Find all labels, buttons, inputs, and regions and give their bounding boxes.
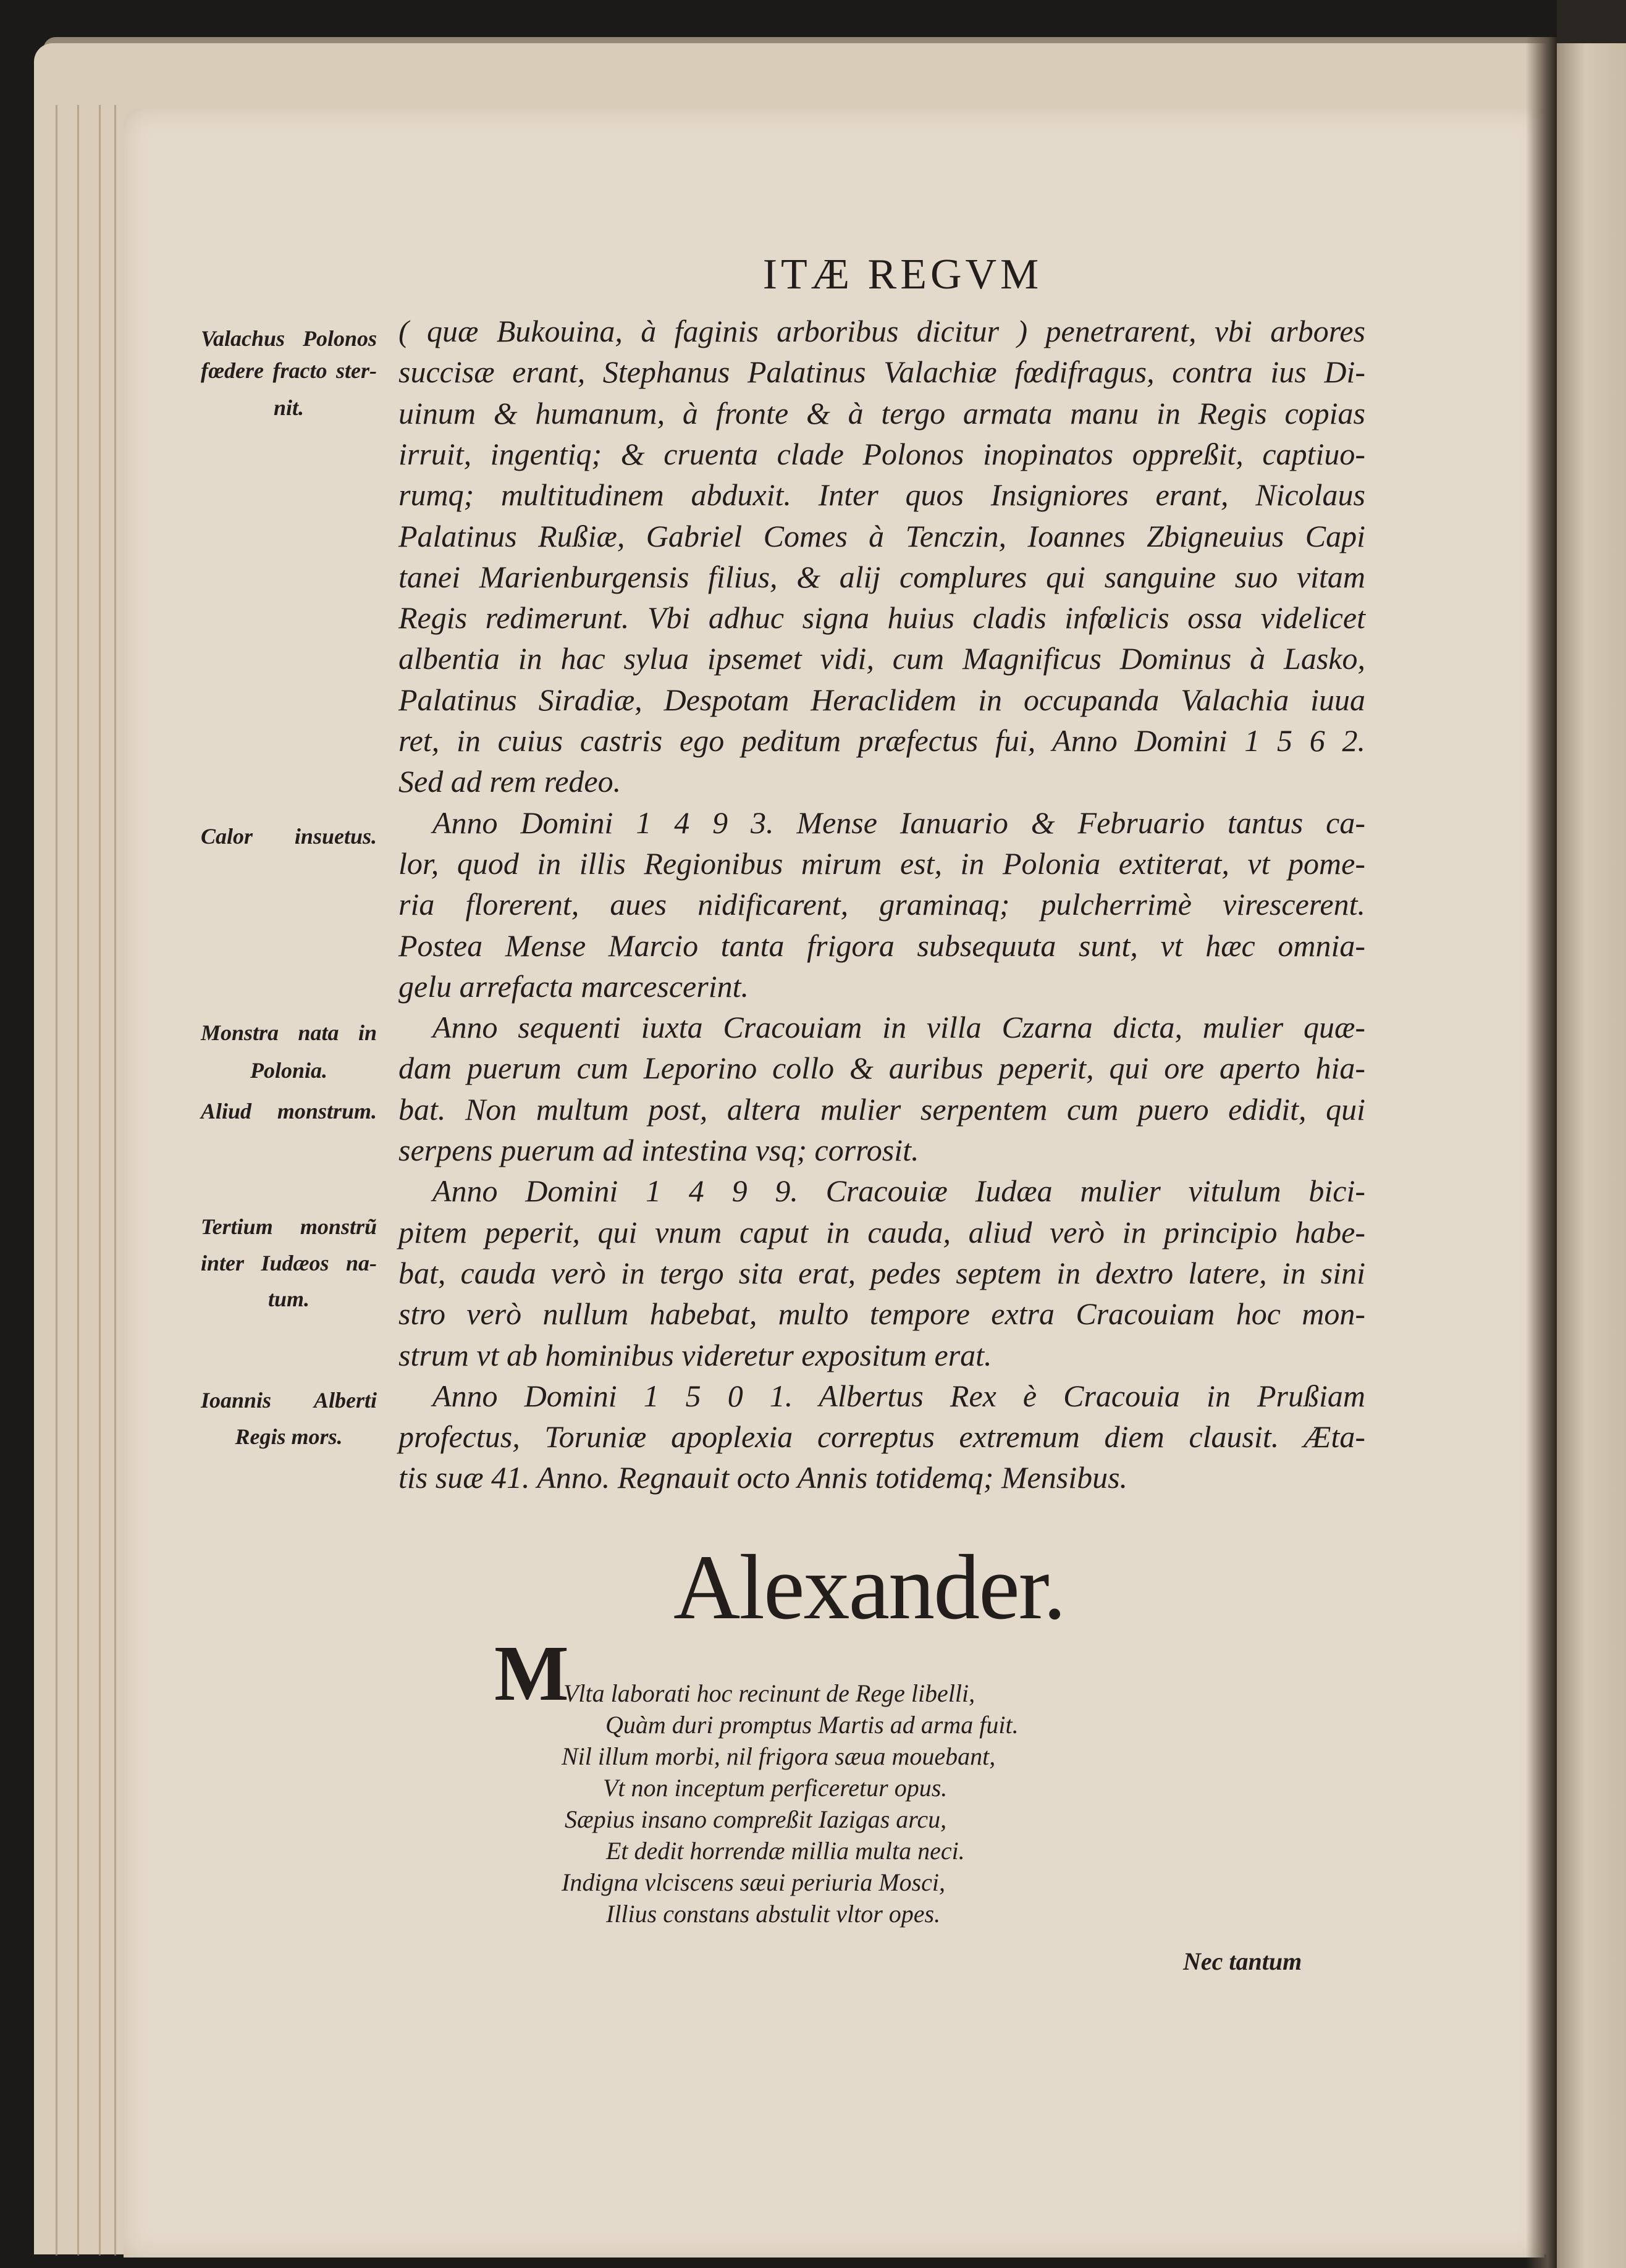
- margin-note: Ioannis Alberti: [201, 1388, 377, 1413]
- body-line: Sed ad rem redeo.: [398, 764, 621, 799]
- book-gutter: [1526, 37, 1557, 2268]
- margin-note: fœdere fracto ster-: [201, 358, 377, 383]
- poem-line: Quàm duri promptus Martis ad arma fuit.: [605, 1711, 1019, 1739]
- catchword: Nec tantum: [1183, 1947, 1302, 1975]
- body-line: Palatinus Siradiæ, Despotam Heraclidem in occupanda Valachia iuua: [398, 682, 1365, 717]
- margin-note: Regis mors.: [235, 1424, 343, 1449]
- body-line: stro verò nullum habebat, multo tempore extra Cracouiam hoc mon-: [398, 1296, 1365, 1332]
- margin-note: Valachus Polonos: [201, 326, 377, 351]
- body-line: bat, cauda verò in tergo sita erat, pedes septem in dextro latere, in sini: [398, 1255, 1365, 1290]
- poem-line: Indigna vlciscens sæui periuria Mosci,: [562, 1868, 946, 1896]
- body-line: serpens puerum ad intestina vsq; corrosit.: [398, 1133, 919, 1167]
- body-line: Anno Domini 1 4 9 3. Mense Ianuario & Februario tantus ca-: [432, 805, 1365, 840]
- section-title: Alexander.: [673, 1536, 1065, 1639]
- margin-note: Aliud monstrum.: [201, 1099, 377, 1124]
- drop-cap: M: [494, 1629, 569, 1717]
- body-line: succisæ erant, Stephanus Palatinus Valachiæ fœdifragus, contra ius Di-: [398, 355, 1365, 390]
- page-edge-line: [114, 105, 116, 2256]
- poem-line: Et dedit horrendæ millia multa neci.: [606, 1837, 965, 1865]
- body-line: Anno Domini 1 5 0 1. Albertus Rex è Cracouia in Prußiam: [432, 1378, 1365, 1413]
- body-line: Postea Mense Marcio tanta frigora subsequuta sunt, vt hæc omnia-: [398, 928, 1365, 963]
- body-line: dam puerum cum Leporino collo & auribus peperit, qui ore aperto hia-: [398, 1051, 1365, 1086]
- poem-line: Illius constans abstulit vltor opes.: [606, 1900, 941, 1928]
- poem-line: Vt non inceptum perficeretur opus.: [603, 1774, 948, 1802]
- poem-line: Vlta laborati hoc recinunt de Rege libelli,: [563, 1679, 975, 1707]
- body-line: Regis redimerunt. Vbi adhuc signa huius cladis infœlicis ossa videlicet: [398, 600, 1365, 636]
- margin-note: Tertium monstrũ: [201, 1214, 377, 1239]
- margin-note: Monstra nata in: [201, 1020, 377, 1045]
- body-line: profectus, Toruniæ apoplexia correptus extremum diem clausit. Æta-: [398, 1419, 1365, 1455]
- body-line: strum vt ab hominibus videretur expositum erat.: [398, 1337, 992, 1372]
- body-line: lor, quod in illis Regionibus mirum est, in Polonia extiterat, vt pome-: [398, 846, 1365, 881]
- body-line: Palatinus Rußiæ, Gabriel Comes à Tenczin, Ioannes Zbigneuius Capi: [398, 518, 1365, 553]
- page-edge-line: [77, 105, 79, 2256]
- body-line: tanei Marienburgensis filius, & alij complures qui sanguine suo vitam: [398, 559, 1365, 594]
- body-line: ( quæ Bukouina, à faginis arboribus dicitur ) penetrarent, vbi arbores: [398, 314, 1365, 348]
- body-line: rumq; multitudinem abduxit. Inter quos Insigniores erant, Nicolaus: [398, 477, 1365, 513]
- margin-note: nit.: [273, 395, 305, 420]
- body-line: pitem peperit, qui vnum caput in cauda, aliud verò in principio habe-: [398, 1214, 1365, 1250]
- poem-line: Nil illum morbi, nil frigora sæua mouebant,: [562, 1742, 996, 1770]
- body-line: Anno sequenti iuxta Cracouiam in villa Czarna dicta, mulier quæ-: [432, 1010, 1365, 1045]
- body-line: albentia in hac sylua ipsemet vidi, cum Magnificus Dominus à Lasko,: [398, 641, 1365, 676]
- margin-note: Polonia.: [250, 1058, 327, 1083]
- page-edge-line: [56, 105, 57, 2256]
- body-line: bat. Non multum post, altera mulier serpentem cum puero edidit, qui: [398, 1091, 1365, 1127]
- body-line: ret, in cuius castris ego peditum præfectus fui, Anno Domini 1 5 6 2.: [398, 723, 1365, 758]
- body-line: irruit, ingentiq; & cruenta clade Polonos inopinatos oppreßit, captiuo-: [398, 436, 1365, 471]
- page-edge-line: [99, 105, 101, 2256]
- margin-note: inter Iudæos na-: [201, 1251, 377, 1275]
- running-head: ITÆ REGVM: [762, 251, 1043, 298]
- body-line: tis suæ 41. Anno. Regnauit octo Annis totidemq; Mensibus.: [398, 1460, 1128, 1495]
- margin-note: tum.: [267, 1287, 310, 1311]
- margin-note: Calor insuetus.: [201, 824, 377, 849]
- poem-line: Sæpius insano compreßit Iazigas arcu,: [565, 1805, 947, 1833]
- body-line: Anno Domini 1 4 9 9. Cracouiæ Iudæa mulier vitulum bici-: [432, 1174, 1365, 1209]
- body-line: ria florerent, aues nidificarent, graminaq; pulcherrimè virescerent.: [398, 887, 1365, 922]
- facing-page-edge: [1557, 43, 1626, 2268]
- body-line: uinum & humanum, à fronte & à tergo armata manu in Regis copias: [398, 395, 1365, 430]
- body-line: gelu arrefacta marcescerint.: [398, 968, 749, 1004]
